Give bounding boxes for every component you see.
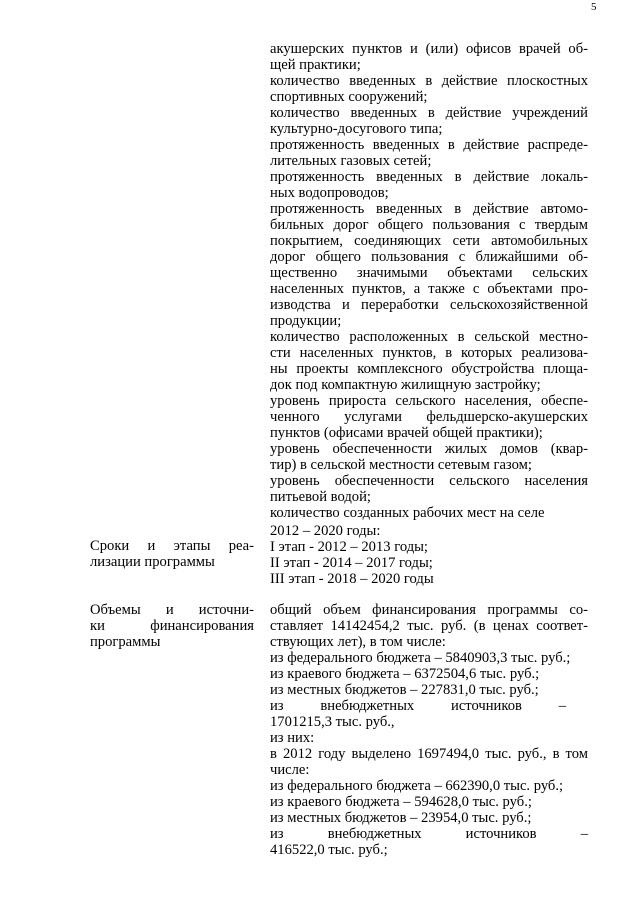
indicator-line: док под компактную жилищную застройку;	[270, 377, 541, 393]
funding-value-line: общий объем финансирования программы со-	[270, 602, 588, 618]
indicator-line: дорог общего пользования с ближайшими об-	[270, 249, 588, 265]
terms-value-line: I этап - 2012 – 2013 годы;	[270, 539, 428, 555]
funding-value-line: из внебюджетных источников –	[270, 698, 566, 714]
indicator-line: питьевой водой;	[270, 489, 371, 505]
funding-value-line: из краевого бюджета – 594628,0 тыс. руб.;	[270, 794, 532, 810]
indicator-line: ны проекты комплексного обустройства площа-	[270, 361, 588, 377]
funding-value-line: из местных бюджетов – 23954,0 тыс. руб.;	[270, 810, 532, 826]
indicator-line: лительных газовых сетей;	[270, 153, 432, 169]
terms-value-line: III этап - 2018 – 2020 годы	[270, 571, 434, 587]
funding-value-line: из внебюджетных источников –	[270, 826, 588, 842]
terms-value-line: II этап - 2014 – 2017 годы;	[270, 555, 433, 571]
indicator-line: протяженность введенных в действие локаль-	[270, 169, 588, 185]
indicator-line: уровень обеспеченности сельского населения	[270, 473, 588, 489]
indicator-line: сти населенных пунктов, в которых реализова-	[270, 345, 588, 361]
indicator-line: бильных дорог общего пользования с твердым	[270, 217, 588, 233]
indicator-line: акушерских пунктов и (или) офисов врачей об-	[270, 41, 588, 57]
indicator-line: изводства и переработки сельскохозяйственной	[270, 297, 588, 313]
indicator-line: щей практики;	[270, 57, 361, 73]
funding-label-line: программы	[90, 634, 161, 650]
indicator-line: протяженность введенных в действие автомо-	[270, 201, 588, 217]
terms-value-line: 2012 – 2020 годы:	[270, 523, 381, 539]
indicator-line: уровень прироста сельского населения, обеспе-	[270, 393, 588, 409]
funding-value-line: из краевого бюджета – 6372504,6 тыс. руб.;	[270, 666, 540, 682]
indicator-line: уровень обеспеченности жилых домов (квар-	[270, 441, 588, 457]
indicator-line: щественно значимыми объектами сельских	[270, 265, 588, 281]
indicator-line: покрытием, соединяющих сети автомобильных	[270, 233, 588, 249]
funding-value-line: ствующих лет), в том числе:	[270, 634, 446, 650]
funding-value-line: 416522,0 тыс. руб.;	[270, 842, 388, 858]
indicator-line: тир) в сельской местности сетевым газом;	[270, 457, 532, 473]
funding-value-line: из федерального бюджета – 662390,0 тыс. руб.;	[270, 778, 564, 794]
funding-value-line: из местных бюджетов – 227831,0 тыс. руб.;	[270, 682, 539, 698]
indicator-line: количество введенных в действие учреждений	[270, 105, 588, 121]
indicator-line: продукции;	[270, 313, 342, 329]
funding-value-line: из них:	[270, 730, 315, 746]
funding-label-line: ки финансирования	[90, 618, 254, 634]
indicator-line: ченного услугами фельдшерско-акушерских	[270, 409, 588, 425]
funding-value-line: числе:	[270, 762, 310, 778]
indicator-line: количество введенных в действие плоскостных	[270, 73, 588, 89]
page-number: 5	[591, 1, 597, 13]
indicator-line: протяженность введенных в действие распреде-	[270, 137, 588, 153]
indicator-line: пунктов (офисами врачей общей практики);	[270, 425, 543, 441]
funding-value-line: 1701215,3 тыс. руб.,	[270, 714, 395, 730]
funding-value-line: из федерального бюджета – 5840903,3 тыс. руб.;	[270, 650, 571, 666]
indicator-line: спортивных сооружений;	[270, 89, 428, 105]
indicator-line: ных водопроводов;	[270, 185, 389, 201]
terms-label-line: лизации программы	[90, 554, 215, 570]
funding-value-line: ставляет 14142454,2 тыс. руб. (в ценах соответ-	[270, 618, 588, 634]
indicator-line: населенных пунктов, а также с объектами про-	[270, 281, 588, 297]
terms-label-line: Сроки и этапы реа-	[90, 538, 254, 554]
indicator-line: количество расположенных в сельской местно-	[270, 329, 588, 345]
indicator-line: культурно-досугового типа;	[270, 121, 443, 137]
funding-value-line: в 2012 году выделено 1697494,0 тыс. руб., в том	[270, 746, 588, 762]
funding-label-line: Объемы и источни-	[90, 602, 254, 618]
indicator-line: количество созданных рабочих мест на селе	[270, 505, 545, 521]
